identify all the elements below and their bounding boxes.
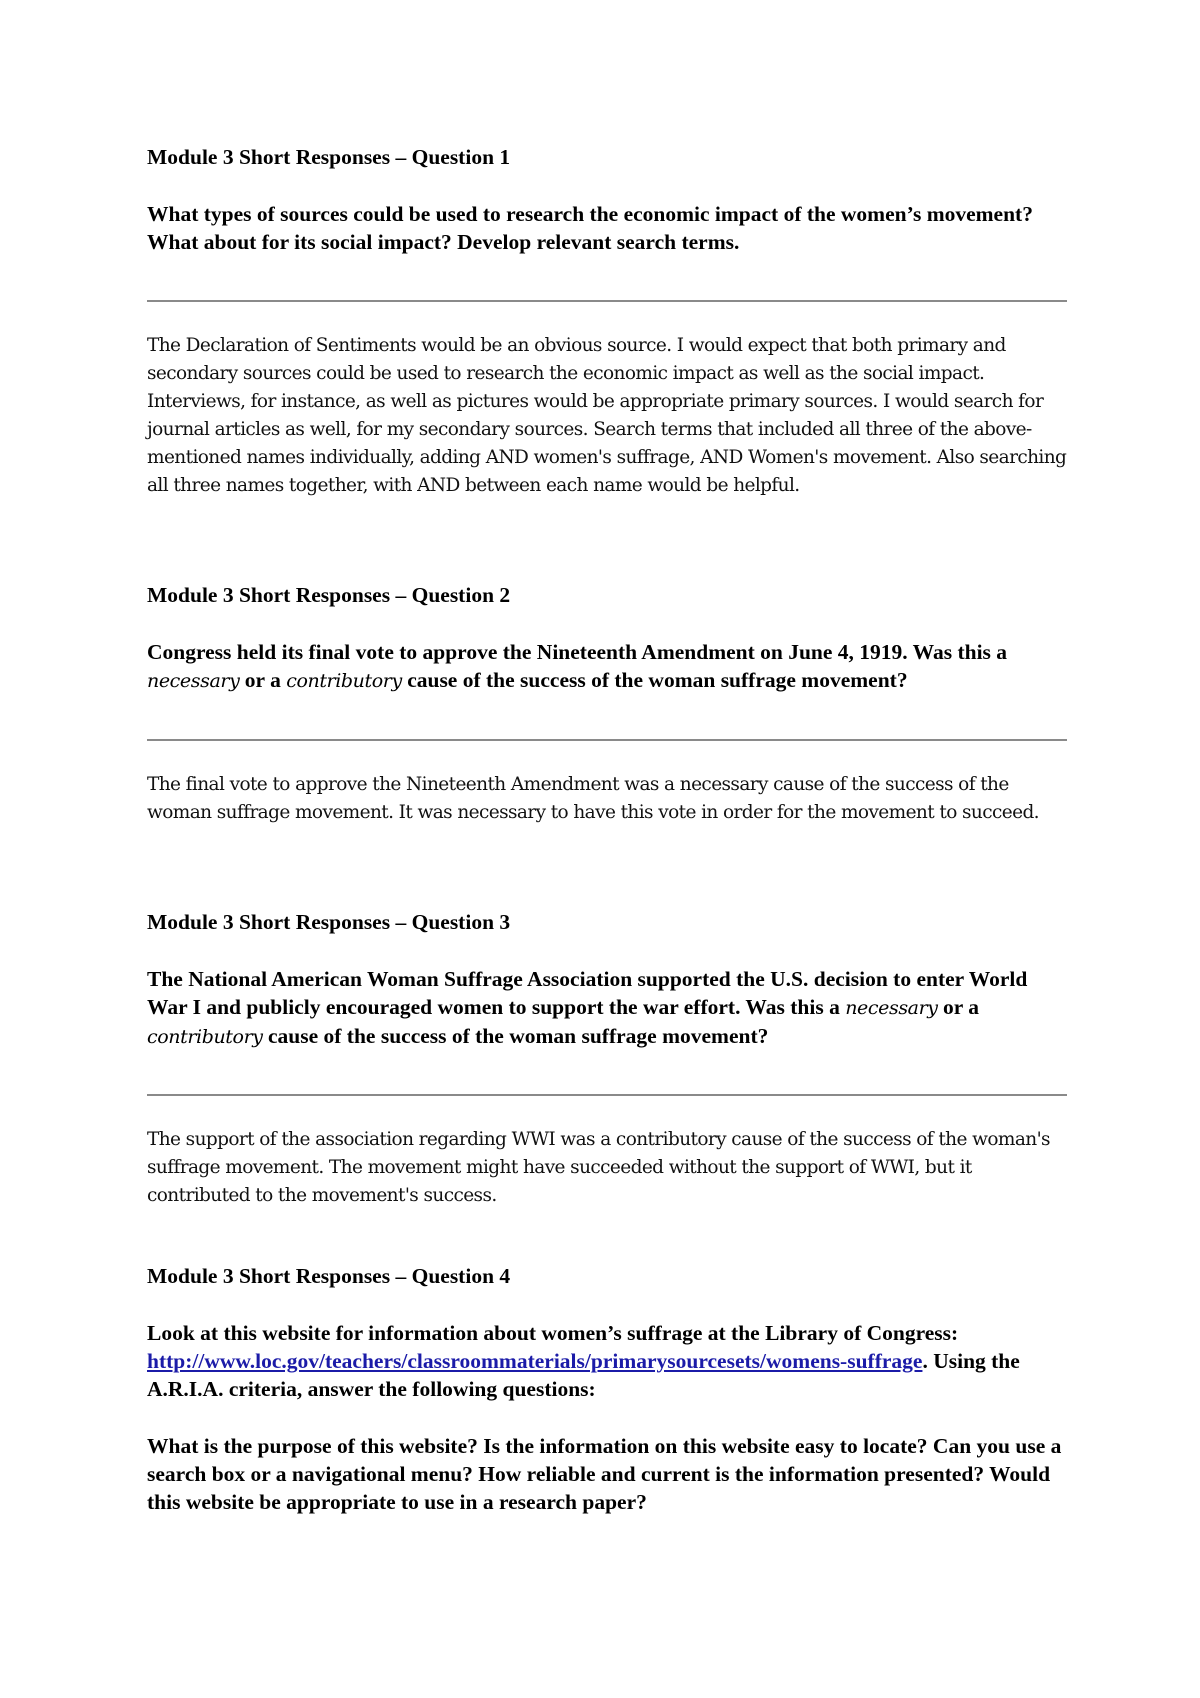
question-2-prompt: [147, 638, 1067, 695]
question-4-prompt-block: [147, 1319, 1067, 1403]
question-3-prompt-part-b: or a: [937, 995, 980, 1019]
question-1-heading: Module 3 Short Responses – Question 1: [147, 145, 511, 169]
question-2-answer-block: [147, 771, 1067, 827]
question-2-answer: The final vote to approve the Nineteenth Amendment was a necessary cause of the success of the woman suffrage movement. It was necessary to have this vote in order for the movement to succeed.: [147, 774, 1039, 823]
question-3-prompt-contributory: contributory: [147, 1026, 263, 1048]
question-2-divider: [147, 739, 1067, 741]
loc-website-link[interactable]: http://www.loc.gov/teachers/classroommaterials/primarysourcesets/womens-suffrage: [147, 1349, 923, 1373]
question-2-prompt-block: [147, 638, 1067, 695]
question-2-heading: Module 3 Short Responses – Question 2: [147, 583, 511, 607]
question-3-prompt-part-c: cause of the success of the woman suffrage movement?: [262, 1024, 769, 1048]
question-3-answer: The support of the association regarding WWI was a contributory cause of the success of the woman's suffrage movement. The movement might have succeeded without the support of WWI, but it contributed to the movement's success.: [147, 1129, 1050, 1206]
question-2-prompt-part-b: or a: [239, 668, 287, 692]
question-4-prompt-part-b: . Using the A.R.I.A. criteria, answer the following questions:: [147, 1349, 1020, 1401]
question-1-answer-block: [147, 332, 1067, 500]
question-3-prompt-block: [147, 965, 1067, 1051]
question-2-prompt-part-a: Congress held its final vote to approve the Nineteenth Amendment on June 4, 1919. Was this a: [147, 640, 1008, 664]
question-2-divider-block: [147, 739, 1067, 741]
question-2-prompt-part-c: cause of the success of the woman suffrage movement?: [401, 668, 908, 692]
question-2-prompt-necessary: necessary: [147, 670, 240, 692]
question-3-prompt: [147, 965, 1067, 1051]
question-3-divider: [147, 1094, 1067, 1096]
question-4-questions: What is the purpose of this website? Is the information on this website easy to locate? Can you use a search box or a navigational menu? How reliable and current is the information presented? Would this website be appropriate to use in a research paper?: [147, 1434, 1062, 1514]
question-3-prompt-necessary: necessary: [845, 997, 938, 1019]
question-1-prompt: What types of sources could be used to research the economic impact of the women’s movement? What about for its social impact? Develop relevant search terms.: [147, 202, 1033, 254]
question-4-section: [147, 1262, 1067, 1290]
question-1-divider: [147, 300, 1067, 302]
question-1-section: [147, 143, 1067, 171]
question-3-section: [147, 908, 1067, 936]
question-4-questions-block: [147, 1432, 1067, 1516]
question-1-answer: The Declaration of Sentiments would be an obvious source. I would expect that both primary and secondary sources could be used to research the economic impact as well as the social impact. Interviews, for instance, as well as pictures would be appropriate primary sources. I would search for journal articles as well, for my secondary sources. Search terms that included all three of the above-mentioned names individually, adding AND women's suffrage, AND Women's movement. Also searching all three names together, with AND between each name would be helpful.: [147, 335, 1067, 496]
question-3-prompt-part-a: The National American Woman Suffrage Association supported the U.S. decision to enter World War I and publicly encouraged women to support the war effort. Was this a: [147, 967, 1028, 1019]
question-1-divider-block: [147, 300, 1067, 302]
question-3-heading: Module 3 Short Responses – Question 3: [147, 910, 511, 934]
question-2-prompt-contributory: contributory: [286, 670, 402, 692]
question-3-divider-block: [147, 1094, 1067, 1096]
question-4-prompt: [147, 1319, 1067, 1403]
question-4-heading: Module 3 Short Responses – Question 4: [147, 1264, 511, 1288]
question-4-prompt-part-a: Look at this website for information about women’s suffrage at the Library of Congress:: [147, 1321, 959, 1345]
question-2-section: [147, 581, 1067, 609]
question-3-answer-block: [147, 1126, 1067, 1210]
question-1-prompt-block: [147, 200, 1067, 256]
